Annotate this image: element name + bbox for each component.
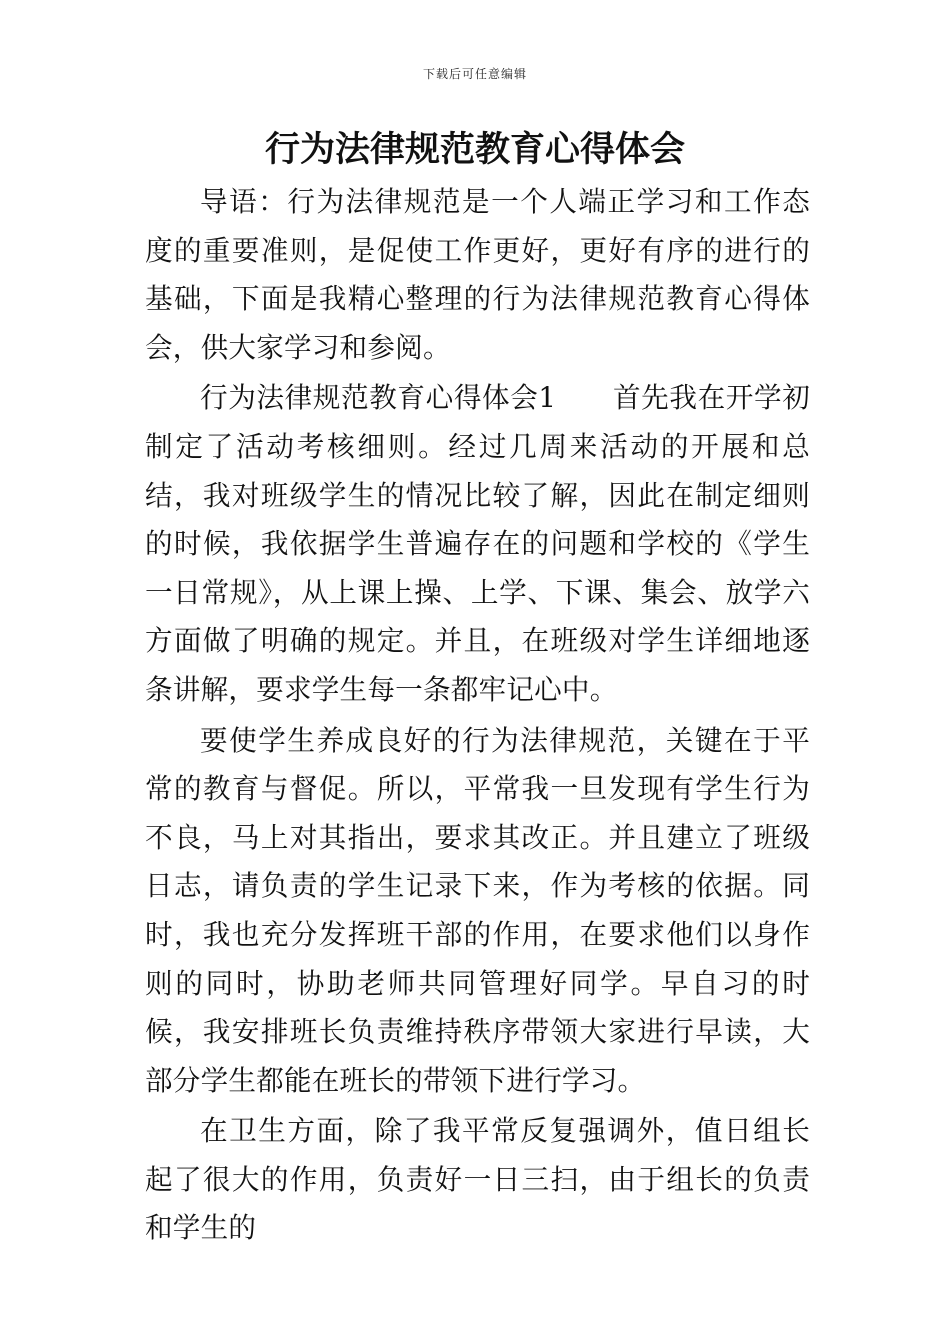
document-title: 行为法律规范教育心得体会 <box>264 129 685 170</box>
paragraph-2: 要使学生养成良好的行为法律规范，关键在于平常的教育与督促。所以，平常我一旦发现有学生行为不良，马上对其指出，要求其改正。并且建立了班级日志，请负责的学生记录下来，作为考核的依据。同时，我也充分发挥班干部的作用，在要求他们以身作则的同时，协助老师共同管理好同学。早自习的时候，我安排班长负责维持秩序带领大家进行早读，大部分学生都能在班长的带领下进行学习。 <box>145 723 810 1097</box>
header-note: 下载后可任意编辑 <box>422 67 527 81</box>
document-body <box>145 178 810 1255</box>
paragraph-1: 行为法律规范教育心得体会1 首先我在开学初制定了活动考核细则。经过几周来活动的开展和总结，我对班级学生的情况比较了解，因此在制定细则的时候，我依据学生普遍存在的问题和学校的《学生一日常规》，从上课上操、上学、下课、集会、放学六方面做了明确的规定。并且，在班级对学生详细地逐条讲解，要求学生每一条都牢记心中。 <box>145 381 810 706</box>
paragraph-intro: 导语：行为法律规范是一个人端正学习和工作态度的重要准则，是促使工作更好，更好有序的进行的基础，下面是我精心整理的行为法律规范教育心得体会，供大家学习和参阅。 <box>145 185 810 364</box>
paragraph-3: 在卫生方面，除了我平常反复强调外，值日组长起了很大的作用，负责好一日三扫，由于组长的负责和学生的 <box>145 1114 810 1245</box>
